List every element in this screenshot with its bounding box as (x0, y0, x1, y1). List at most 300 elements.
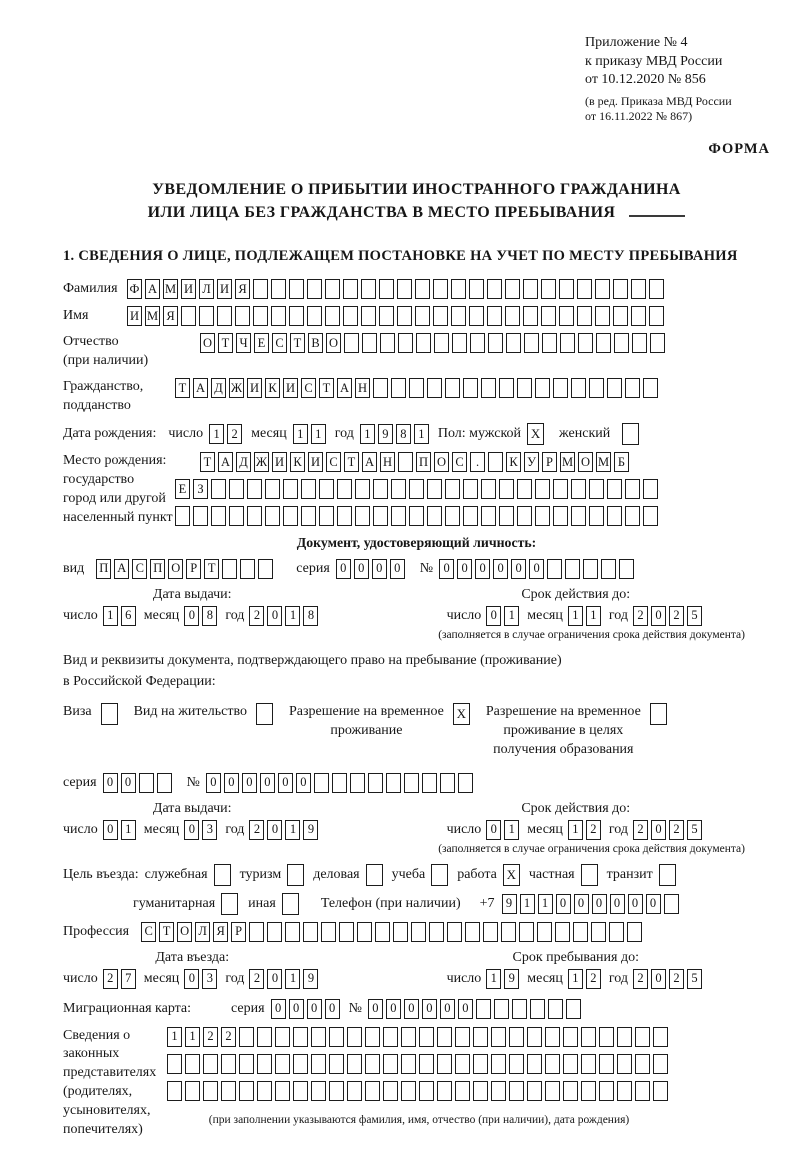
char-cell (211, 479, 226, 499)
char-cell (625, 479, 640, 499)
char-cell (319, 506, 334, 526)
purpose-study (392, 864, 452, 886)
residence-doc-intro: Вид и реквизиты документа, подтверждающего право на пребывание (проживание) в Российской Федерации: (63, 652, 562, 690)
char-cell (282, 893, 299, 915)
char-cell (366, 864, 383, 886)
stay-until-row (447, 969, 705, 989)
char-cell: 1 (360, 424, 375, 444)
char-cell (398, 452, 413, 472)
char-cell (452, 333, 467, 353)
char-cell (559, 279, 574, 299)
purpose-transit-checkbox (659, 864, 679, 886)
char-cell: 0 (628, 894, 643, 914)
migration-series-label: серия (231, 1000, 265, 1016)
char-cell: 1 (568, 606, 583, 626)
char-cell: О (168, 559, 183, 579)
char-cell (491, 1054, 506, 1074)
char-cell (578, 333, 593, 353)
migration-series-cells (271, 999, 343, 1019)
legal-reps-cells-block (167, 1027, 671, 1126)
char-cell: Д (236, 452, 251, 472)
char-cell (535, 479, 550, 499)
birth-place-row (63, 452, 770, 528)
birth-year-cells (360, 424, 432, 444)
char-cell (380, 333, 395, 353)
char-cell: 0 (475, 559, 490, 579)
char-cell (398, 333, 413, 353)
purpose-row1 (63, 864, 770, 886)
char-cell (463, 479, 478, 499)
legal-reps-label: Сведения о законных представителях (родителях, усыновителях, попечителях) (63, 1027, 157, 1138)
char-cell: И (217, 279, 232, 299)
char-cell (517, 506, 532, 526)
char-cell: 0 (267, 820, 282, 840)
char-cell (583, 559, 598, 579)
char-cell (431, 864, 448, 886)
char-cell (267, 922, 282, 942)
char-cell: Ч (236, 333, 251, 353)
char-cell: 0 (289, 999, 304, 1019)
birth-month-label: месяц (251, 425, 287, 441)
char-cell (347, 1054, 362, 1074)
char-cell (509, 1054, 524, 1074)
char-cell (293, 1027, 308, 1047)
char-cell (249, 922, 264, 942)
identity-issue-col (63, 587, 321, 626)
char-cell: 0 (651, 606, 666, 626)
char-cell: 3 (202, 820, 217, 840)
residence-issue-year-cells (249, 820, 321, 840)
char-cell: 0 (422, 999, 437, 1019)
purpose-study-label: учеба (391, 866, 426, 882)
char-cell: С (132, 559, 147, 579)
char-cell (527, 1081, 542, 1101)
char-cell: Б (614, 452, 629, 472)
char-cell: И (272, 452, 287, 472)
char-cell: С (326, 452, 341, 472)
char-cell (506, 333, 521, 353)
purpose-tourism (240, 864, 308, 886)
char-cell: О (434, 452, 449, 472)
char-cell: И (283, 378, 298, 398)
char-cell: 1 (538, 894, 553, 914)
char-cell: 1 (414, 424, 429, 444)
char-cell (365, 1054, 380, 1074)
form-label: ФОРМА (708, 141, 770, 158)
char-cell (221, 1054, 236, 1074)
residence-issue-row (63, 820, 321, 840)
purpose-work-label: работа (457, 866, 497, 882)
residence-doc-series-row (63, 773, 770, 793)
char-cell: 1 (520, 894, 535, 914)
char-cell (379, 279, 394, 299)
char-cell (314, 773, 329, 793)
char-cell: 0 (457, 559, 472, 579)
char-cell: 0 (267, 606, 282, 626)
residence-issue-year-label: год (225, 821, 245, 837)
birth-month-cells (293, 424, 329, 444)
char-cell: М (145, 306, 160, 326)
surname-row (63, 279, 770, 299)
char-cell: 2 (669, 606, 684, 626)
entry-date-row (63, 969, 321, 989)
patronymic-cells (200, 333, 668, 353)
char-cell (625, 506, 640, 526)
char-cell (476, 999, 491, 1019)
char-cell (589, 378, 604, 398)
char-cell: 0 (296, 773, 311, 793)
purpose-business-checkbox (366, 864, 386, 886)
char-cell (375, 922, 390, 942)
char-cell (321, 922, 336, 942)
identity-series-cells (336, 559, 408, 579)
char-cell: Л (199, 279, 214, 299)
char-cell: 0 (439, 559, 454, 579)
char-cell (239, 1027, 254, 1047)
char-cell (221, 893, 238, 915)
char-cell (488, 333, 503, 353)
char-cell: 0 (529, 559, 544, 579)
char-cell: Т (319, 378, 334, 398)
identity-series-label: серия (296, 560, 330, 576)
char-cell (221, 1081, 236, 1101)
char-cell (481, 506, 496, 526)
char-cell (545, 1081, 560, 1101)
char-cell (571, 378, 586, 398)
birth-day-label: число (168, 425, 204, 441)
char-cell (365, 1027, 380, 1047)
char-cell (664, 894, 679, 914)
char-cell (595, 306, 610, 326)
purpose-official-label: служебная (144, 866, 208, 882)
identity-issue-year-cells (249, 606, 321, 626)
option-temp-residence (289, 703, 473, 741)
char-cell (185, 1081, 200, 1101)
form-title (63, 178, 770, 224)
char-cell (499, 479, 514, 499)
char-cell: Т (200, 452, 215, 472)
residence-doc-options (63, 703, 770, 760)
char-cell: 2 (249, 820, 264, 840)
purpose-business-label: деловая (313, 866, 360, 882)
char-cell: 8 (396, 424, 411, 444)
char-cell (632, 333, 647, 353)
purpose-official-checkbox (214, 864, 234, 886)
char-cell (434, 333, 449, 353)
char-cell (650, 703, 667, 725)
char-cell: П (416, 452, 431, 472)
char-cell (365, 1081, 380, 1101)
char-cell: 0 (511, 559, 526, 579)
identity-expiry-note: (заполняется в случае ограничения срока действия документа) (438, 628, 745, 641)
char-cell: 0 (386, 999, 401, 1019)
char-cell (440, 773, 455, 793)
char-cell: 6 (121, 606, 136, 626)
char-cell (362, 333, 377, 353)
identity-doc-row (63, 559, 770, 579)
char-cell (247, 506, 262, 526)
purpose-humanitarian-checkbox (221, 893, 241, 915)
purpose-business (313, 864, 385, 886)
char-cell (505, 306, 520, 326)
char-cell (469, 306, 484, 326)
char-cell (535, 378, 550, 398)
char-cell (325, 279, 340, 299)
char-cell (303, 922, 318, 942)
char-cell: 0 (646, 894, 661, 914)
char-cell (373, 479, 388, 499)
char-cell (437, 1027, 452, 1047)
char-cell: О (177, 922, 192, 942)
char-cell (401, 1054, 416, 1074)
char-cell (361, 279, 376, 299)
char-cell (559, 306, 574, 326)
char-cell (157, 773, 172, 793)
char-cell (337, 479, 352, 499)
purpose-row2 (133, 893, 770, 915)
purpose-transit-label: транзит (606, 866, 653, 882)
char-cell: А (145, 279, 160, 299)
identity-issue-row (63, 606, 321, 626)
char-cell: . (470, 452, 485, 472)
char-cell (285, 922, 300, 942)
char-cell (401, 1081, 416, 1101)
purpose-other-label: иная (248, 895, 276, 911)
char-cell: 8 (303, 606, 318, 626)
char-cell (235, 306, 250, 326)
phone-label: Телефон (при наличии) (320, 895, 461, 911)
char-cell (643, 479, 658, 499)
char-cell (619, 559, 634, 579)
char-cell (649, 279, 664, 299)
char-cell: И (181, 279, 196, 299)
char-cell (415, 306, 430, 326)
char-cell (355, 506, 370, 526)
char-cell (411, 922, 426, 942)
char-cell (427, 506, 442, 526)
char-cell (627, 922, 642, 942)
char-cell (545, 1027, 560, 1047)
char-cell: И (308, 452, 323, 472)
char-cell (519, 922, 534, 942)
char-cell (553, 506, 568, 526)
char-cell (247, 479, 262, 499)
char-cell (397, 279, 412, 299)
residence-expiry-year-cells (633, 820, 705, 840)
char-cell (240, 559, 255, 579)
char-cell: 2 (221, 1027, 236, 1047)
char-cell: 0 (206, 773, 221, 793)
char-cell: 0 (184, 820, 199, 840)
char-cell: Т (159, 922, 174, 942)
legal-reps-row2-cells (167, 1054, 671, 1074)
char-cell (329, 1054, 344, 1074)
char-cell (635, 1054, 650, 1074)
char-cell: 0 (493, 559, 508, 579)
residence-issue-month-label: месяц (143, 821, 180, 837)
identity-expiry-day-label: число (446, 607, 482, 623)
char-cell: 0 (278, 773, 293, 793)
char-cell: А (362, 452, 377, 472)
entry-date-col (63, 950, 321, 989)
purpose-transit (607, 864, 679, 886)
char-cell (494, 999, 509, 1019)
char-cell (253, 279, 268, 299)
char-cell: 0 (260, 773, 275, 793)
patronymic-row (63, 333, 770, 371)
char-cell: 2 (103, 969, 118, 989)
char-cell (181, 306, 196, 326)
char-cell (617, 1027, 632, 1047)
char-cell: А (193, 378, 208, 398)
char-cell (203, 1081, 218, 1101)
purpose-official (145, 864, 234, 886)
char-cell: 1 (285, 606, 300, 626)
option-visa-label: Виза (63, 703, 92, 719)
identity-issue-month-label: месяц (143, 607, 180, 623)
char-cell (563, 1081, 578, 1101)
char-cell: М (560, 452, 575, 472)
char-cell (193, 506, 208, 526)
entry-year-cells (249, 969, 321, 989)
char-cell (455, 1054, 470, 1074)
char-cell: 0 (651, 820, 666, 840)
char-cell (391, 378, 406, 398)
residence-expiry-title: Срок действия до: (521, 800, 631, 816)
char-cell (595, 279, 610, 299)
legal-reps-row (63, 1027, 770, 1140)
char-cell: Ф (127, 279, 142, 299)
char-cell: 0 (390, 559, 405, 579)
char-cell (548, 999, 563, 1019)
residence-expiry-day-cells (486, 820, 522, 840)
char-cell (257, 1054, 272, 1074)
migration-card-label: Миграционная карта: (63, 1000, 192, 1016)
char-cell (581, 1027, 596, 1047)
identity-expiry-row (447, 606, 705, 626)
char-cell: 0 (556, 894, 571, 914)
char-cell (373, 378, 388, 398)
stay-month-cells (568, 969, 604, 989)
identity-number-cells (439, 559, 637, 579)
char-cell: О (326, 333, 341, 353)
profession-label: Профессия (63, 923, 130, 939)
char-cell (447, 922, 462, 942)
char-cell (409, 378, 424, 398)
residence-expiry-month-label: месяц (527, 821, 563, 837)
char-cell (523, 306, 538, 326)
char-cell (437, 1054, 452, 1074)
char-cell (419, 1081, 434, 1101)
char-cell: П (96, 559, 111, 579)
char-cell (617, 1081, 632, 1101)
char-cell (311, 1027, 326, 1047)
char-cell: Н (380, 452, 395, 472)
char-cell: X (453, 703, 470, 725)
purpose-private (529, 864, 601, 886)
char-cell: 0 (368, 999, 383, 1019)
char-cell (357, 922, 372, 942)
char-cell (429, 922, 444, 942)
residence-expiry-year-label: год (608, 821, 628, 837)
title-blank-line (629, 204, 685, 217)
identity-issue-day-label: число (63, 607, 98, 623)
entry-month-cells (184, 969, 220, 989)
char-cell (487, 279, 502, 299)
identity-dates-grid (63, 587, 770, 626)
char-cell (535, 506, 550, 526)
char-cell: С (301, 378, 316, 398)
char-cell: 7 (121, 969, 136, 989)
char-cell: 2 (633, 820, 648, 840)
char-cell (563, 1027, 578, 1047)
char-cell (455, 1027, 470, 1047)
legal-reps-note: (при заполнении указываются фамилия, имя, отчество (при наличии), дата рождения) (208, 1113, 630, 1126)
char-cell: 0 (325, 999, 340, 1019)
char-cell (287, 864, 304, 886)
char-cell (649, 306, 664, 326)
birth-date-row (63, 423, 770, 445)
char-cell (347, 1081, 362, 1101)
char-cell (470, 333, 485, 353)
char-cell (199, 306, 214, 326)
char-cell: 1 (103, 606, 118, 626)
char-cell: 1 (568, 820, 583, 840)
stay-until-col (447, 950, 705, 989)
char-cell (659, 864, 676, 886)
char-cell: А (114, 559, 129, 579)
residence-number-sign: № (186, 774, 200, 790)
char-cell (505, 279, 520, 299)
option-visa (63, 703, 121, 725)
option-temp-residence-education-label: Разрешение на временное проживание в целях получения образования (485, 703, 641, 757)
migration-number-cells (368, 999, 584, 1019)
char-cell (337, 506, 352, 526)
char-cell: 1 (167, 1027, 182, 1047)
char-cell (643, 506, 658, 526)
char-cell (271, 306, 286, 326)
char-cell (512, 999, 527, 1019)
char-cell (635, 1081, 650, 1101)
char-cell: 0 (184, 606, 199, 626)
option-residence-permit-label: Вид на жительство (133, 703, 247, 719)
char-cell (445, 479, 460, 499)
citizenship-cells (175, 378, 661, 398)
char-cell (427, 378, 442, 398)
residence-issue-month-cells (184, 820, 220, 840)
char-cell: Я (213, 922, 228, 942)
char-cell: 0 (486, 606, 501, 626)
char-cell: 0 (458, 999, 473, 1019)
phone-cells (502, 894, 682, 914)
char-cell: Е (175, 479, 190, 499)
char-cell (487, 306, 502, 326)
char-cell: 0 (354, 559, 369, 579)
char-cell: 0 (404, 999, 419, 1019)
char-cell (527, 1054, 542, 1074)
entry-day-cells (103, 969, 139, 989)
char-cell: 2 (669, 969, 684, 989)
char-cell (419, 1027, 434, 1047)
char-cell: Я (235, 279, 250, 299)
char-cell: 1 (311, 424, 326, 444)
char-cell: 0 (184, 969, 199, 989)
residence-expiry-note: (заполняется в случае ограничения срока действия документа) (438, 842, 745, 855)
char-cell (257, 1081, 272, 1101)
char-cell (307, 279, 322, 299)
char-cell (355, 479, 370, 499)
char-cell: X (503, 864, 520, 886)
